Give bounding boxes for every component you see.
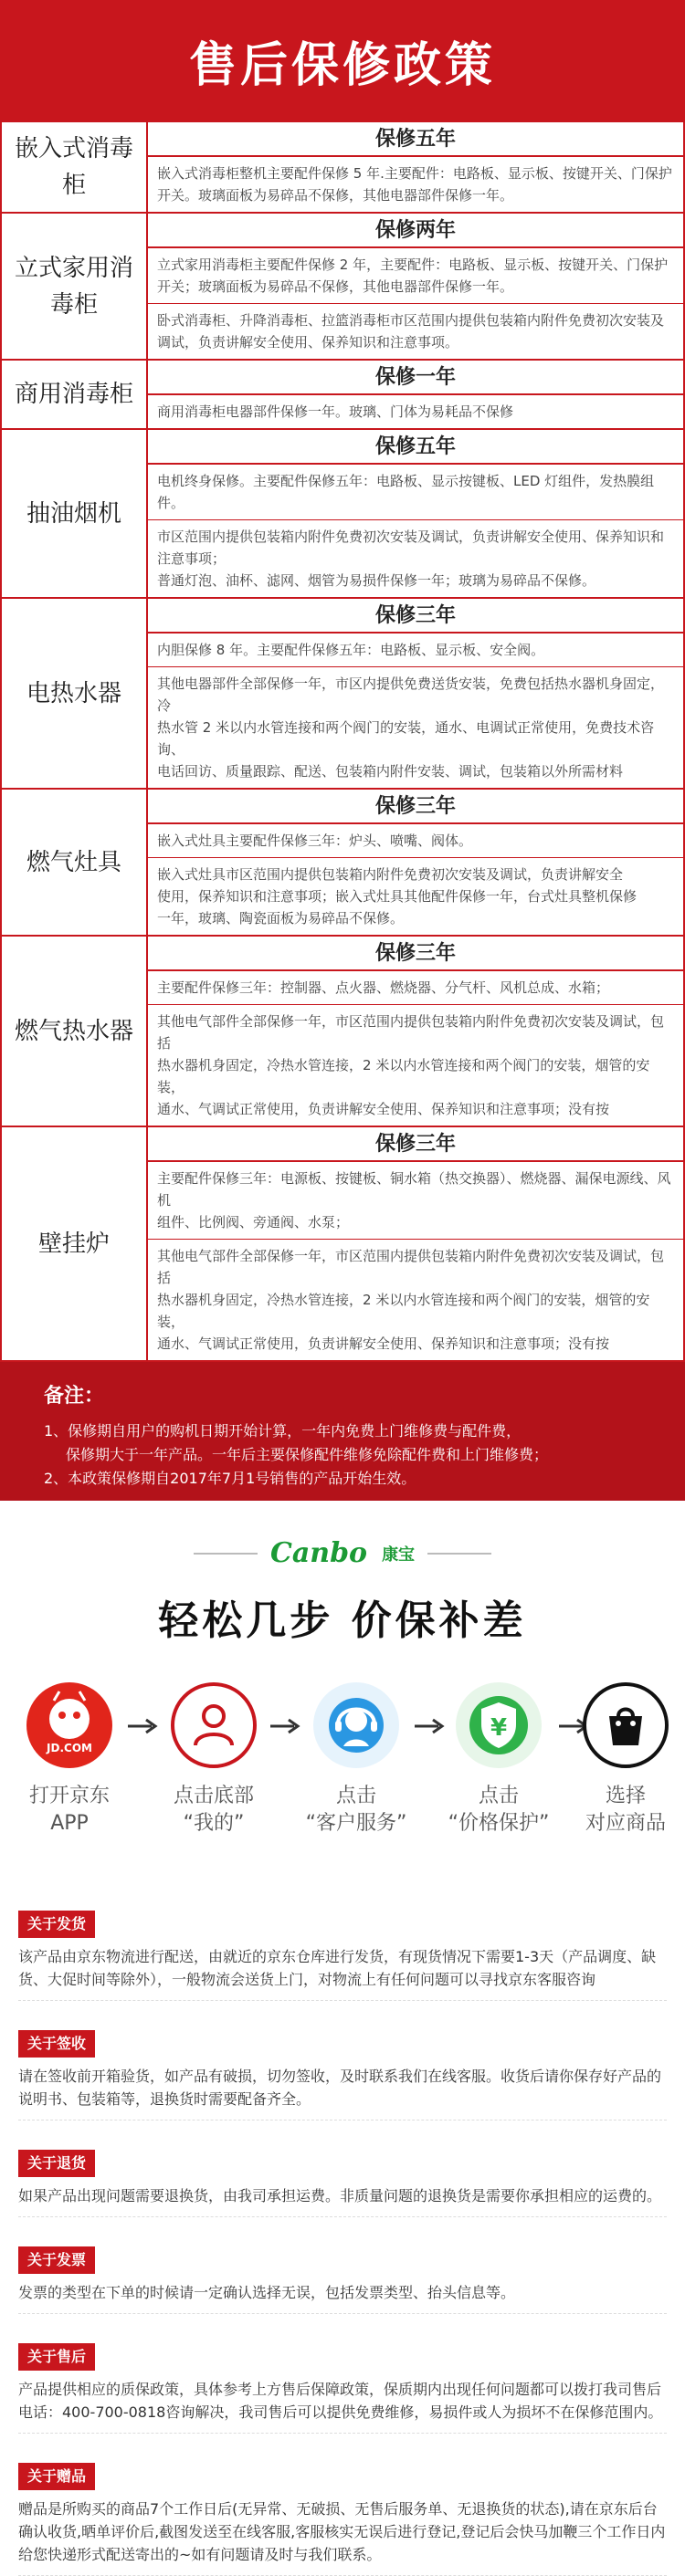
steps-title: 轻松几步 价保补差 xyxy=(158,1597,527,1644)
shopping-bag-icon xyxy=(583,1682,669,1768)
policy-section-title: 保修两年 xyxy=(148,214,683,248)
policy-row xyxy=(1,121,684,213)
info-tag: 关于发货 xyxy=(18,1911,95,1938)
policy-category: 电热水器 xyxy=(1,598,147,789)
policy-section-title: 保修三年 xyxy=(148,1127,683,1162)
brand-logo-cn: 康宝 xyxy=(382,1545,416,1565)
step-label: 点击底部 “我的” xyxy=(173,1785,254,1835)
jd-badge: JD.COM xyxy=(47,1742,92,1754)
divider xyxy=(194,1553,258,1555)
policy-paragraph: 卧式消毒柜、升降消毒柜、拉篮消毒柜市区范围内提供包装箱内附件免费初次安装及调试，负责讲解安全使用、保养知识和注意事项。 xyxy=(157,312,665,351)
policy-category: 抽油烟机 xyxy=(1,429,147,598)
info-after-sales xyxy=(18,2343,667,2434)
policy-details xyxy=(147,789,684,936)
info-returns xyxy=(18,2150,667,2217)
info-text: 产品提供相应的质保政策，具体参考上方售后保障政策，保质期内出现任何问题都可以拨打我司售后电话：400-700-0818咨询解决，我司售后可以提供免费维修，易损件或人为损坏不在保修范围内。 xyxy=(18,2378,667,2434)
policy-section-title: 保修三年 xyxy=(148,790,683,824)
policy-row xyxy=(1,213,684,360)
step-my xyxy=(150,1682,278,1838)
policy-paragraph: 立式家用消毒柜主要配件保修 2 年，主要配件：电路板、显示板、按键开关、门保护开关；玻璃面板为易碎品不保修，其他电器部件保修一年。 xyxy=(148,248,683,304)
info-shipping xyxy=(18,1911,667,2001)
policy-category: 立式家用消毒柜 xyxy=(1,213,147,360)
policy-paragraph: 电机终身保修。主要配件保修五年：电路板、显示按键板、LED 灯组件，发热膜组件。 xyxy=(148,465,683,520)
policy-row xyxy=(1,598,684,789)
policy-section-title: 保修五年 xyxy=(148,122,683,157)
notes-line: 1、保修期自用户的购机日期开始计算，一年内免费上门维修费与配件费， xyxy=(44,1422,522,1440)
info-text: 如果产品出现问题需要退换货，由我司承担运费。非质量问题的退换货是需要你承担相应的运费的。 xyxy=(18,2184,667,2217)
step-label: 点击 “客户服务” xyxy=(305,1785,407,1835)
policy-category: 嵌入式消毒柜 xyxy=(1,121,147,213)
info-tag: 关于退货 xyxy=(18,2150,95,2177)
info-text: 赠品是所购买的商品7个工作日后(无异常、无破损、无售后服务单、无退换货的状态),请在京东后台确认收货,晒单评价后,截图发送至在线客服,客服核实无误后进行登记,登记后会快马加鞭三个工作日内给您快递形式配送寄出的~如有问题请及时与我们联系。 xyxy=(18,2497,667,2576)
policy-category: 壁挂炉 xyxy=(1,1126,147,1361)
headset-icon xyxy=(313,1682,399,1768)
info-text: 发票的类型在下单的时候请一定确认选择无误，包括发票类型、抬头信息等。 xyxy=(18,2281,667,2314)
jd-icon xyxy=(26,1682,112,1768)
brand-logo-row xyxy=(0,1537,685,1569)
policy-row xyxy=(1,1126,684,1361)
user-icon xyxy=(171,1682,257,1768)
policy-paragraph: 主要配件保修三年：电源板、按键板、铜水箱（热交换器）、燃烧器、漏保电源线、风机 组件、比例阀、旁通阀、水泵； xyxy=(148,1162,683,1240)
info-text: 请在签收前开箱验货，如产品有破损，切勿签收，及时联系我们在线客服。收货后请你保存好产品的说明书、包装箱等，退换货时需要配备齐全。 xyxy=(18,2065,667,2120)
policy-row xyxy=(1,429,684,598)
policy-paragraph: 其他电气部件全部保修一年，市区范围内提供包装箱内附件免费初次安装及调试，包括 热水器机身固定，冷热水管连接，2 米以内水管连接和两个阀门的安装，烟管的安装， 通水、气调试正常使用，负责讲解安全使用、保养知识和注意事项；没有按 xyxy=(157,1013,665,1117)
step-customer-service xyxy=(292,1682,420,1838)
info-invoice xyxy=(18,2246,667,2314)
policy-category: 燃气灶具 xyxy=(1,789,147,936)
info-tag: 关于签收 xyxy=(18,2030,95,2058)
info-signing xyxy=(18,2030,667,2120)
step-label: 选择 对应商品 xyxy=(585,1785,666,1835)
info-tag: 关于售后 xyxy=(18,2343,95,2371)
policy-details xyxy=(147,213,684,360)
step-price-protect xyxy=(435,1682,563,1838)
policy-row xyxy=(1,936,684,1126)
policy-section-title: 保修三年 xyxy=(148,599,683,634)
info-section xyxy=(0,1911,685,2576)
info-tag: 关于发票 xyxy=(18,2246,95,2274)
policy-paragraph: 嵌入式灶具主要配件保修三年：炉头、喷嘴、阀体。 xyxy=(148,824,683,858)
divider xyxy=(427,1553,491,1555)
info-gifts xyxy=(18,2463,667,2576)
policy-paragraph: 嵌入式消毒柜整机主要配件保修 5 年.主要配件：电路板、显示板、按键开关、门保护开关。玻璃面板为易碎品不保修，其他电器部件保修一年。 xyxy=(157,165,672,204)
notes-line: 2、本政策保修期自2017年7月1号销售的产品开始生效。 xyxy=(44,1470,416,1487)
policy-details xyxy=(147,1126,684,1361)
page-header xyxy=(0,0,685,120)
policy-paragraph: 其他电气部件全部保修一年，市区范围内提供包装箱内附件免费初次安装及调试，包括 热水器机身固定，冷热水管连接，2 米以内水管连接和两个阀门的安装，烟管的安装， 通水、气调试正常使用，负责讲解安全使用、保养知识和注意事项；没有按 xyxy=(157,1248,665,1352)
policy-details xyxy=(147,936,684,1126)
policy-paragraph: 其他电器部件全部保修一年，市区内提供免费送货安装，免费包括热水器机身固定，冷 热水管 2 米以内水管连接和两个阀门的安装，通水、电调试正常使用，免费技术咨询、 电话回访、质量跟踪、配送、包装箱内附件安装、调试，包装箱以外所需材料 xyxy=(157,675,665,780)
policy-paragraph: 商用消毒柜电器部件保修一年。玻璃、门体为易耗品不保修 xyxy=(157,403,514,420)
step-select-item xyxy=(566,1682,685,1838)
policy-row xyxy=(1,360,684,429)
warranty-policy-table xyxy=(0,120,685,1362)
info-tag: 关于赠品 xyxy=(18,2463,95,2490)
policy-section-title: 保修一年 xyxy=(148,361,683,395)
policy-details xyxy=(147,429,684,598)
step-open-jd xyxy=(5,1682,133,1838)
policy-details xyxy=(147,360,684,429)
policy-section-title: 保修三年 xyxy=(148,937,683,971)
policy-details xyxy=(147,121,684,213)
notes-panel xyxy=(0,1362,685,1501)
step-label: 点击 “价格保护” xyxy=(448,1785,550,1835)
policy-category: 燃气热水器 xyxy=(1,936,147,1126)
policy-section-title: 保修五年 xyxy=(148,430,683,465)
info-text: 该产品由京东物流进行配送，由就近的京东仓库进行发货，有现货情况下需要1-3天（产品调度、缺货、大促时间等除外），一般物流会送货上门，对物流上有任何问题可以寻找京东客服咨询 xyxy=(18,1945,667,2001)
policy-row xyxy=(1,789,684,936)
policy-paragraph: 主要配件保修三年：控制器、点火器、燃烧器、分气杆、风机总成、水箱； xyxy=(148,971,683,1005)
policy-paragraph: 嵌入式灶具市区范围内提供包装箱内附件免费初次安装及调试，负责讲解安全 使用，保养知识和注意事项；嵌入式灶具其他配件保修一年，台式灶具整机保修 一年，玻璃、陶瓷面板为易碎品不保修。 xyxy=(157,866,638,927)
policy-details xyxy=(147,598,684,789)
steps-row xyxy=(0,1682,685,1892)
brand-logo: Canbo xyxy=(269,1537,368,1569)
policy-paragraph: 市区范围内提供包装箱内附件免费初次安装及调试，负责讲解安全使用、保养知识和注意事项； 普通灯泡、油杯、滤网、烟管为易损件保修一年；玻璃为易碎品不保修。 xyxy=(157,529,665,589)
svg-text:¥: ¥ xyxy=(490,1714,508,1742)
page-title: 售后保修政策 xyxy=(188,37,496,93)
policy-paragraph: 内胆保修 8 年。主要配件保修五年：电路板、显示板、安全阀。 xyxy=(148,634,683,667)
step-label: 打开京东 APP xyxy=(28,1785,110,1835)
yen-shield-icon xyxy=(456,1682,542,1768)
notes-title: 备注： xyxy=(44,1385,105,1408)
notes-line: 保修期大于一年产品。一年后主要保修配件维修免除配件费和上门维修费； xyxy=(66,1446,549,1463)
policy-category: 商用消毒柜 xyxy=(1,360,147,429)
